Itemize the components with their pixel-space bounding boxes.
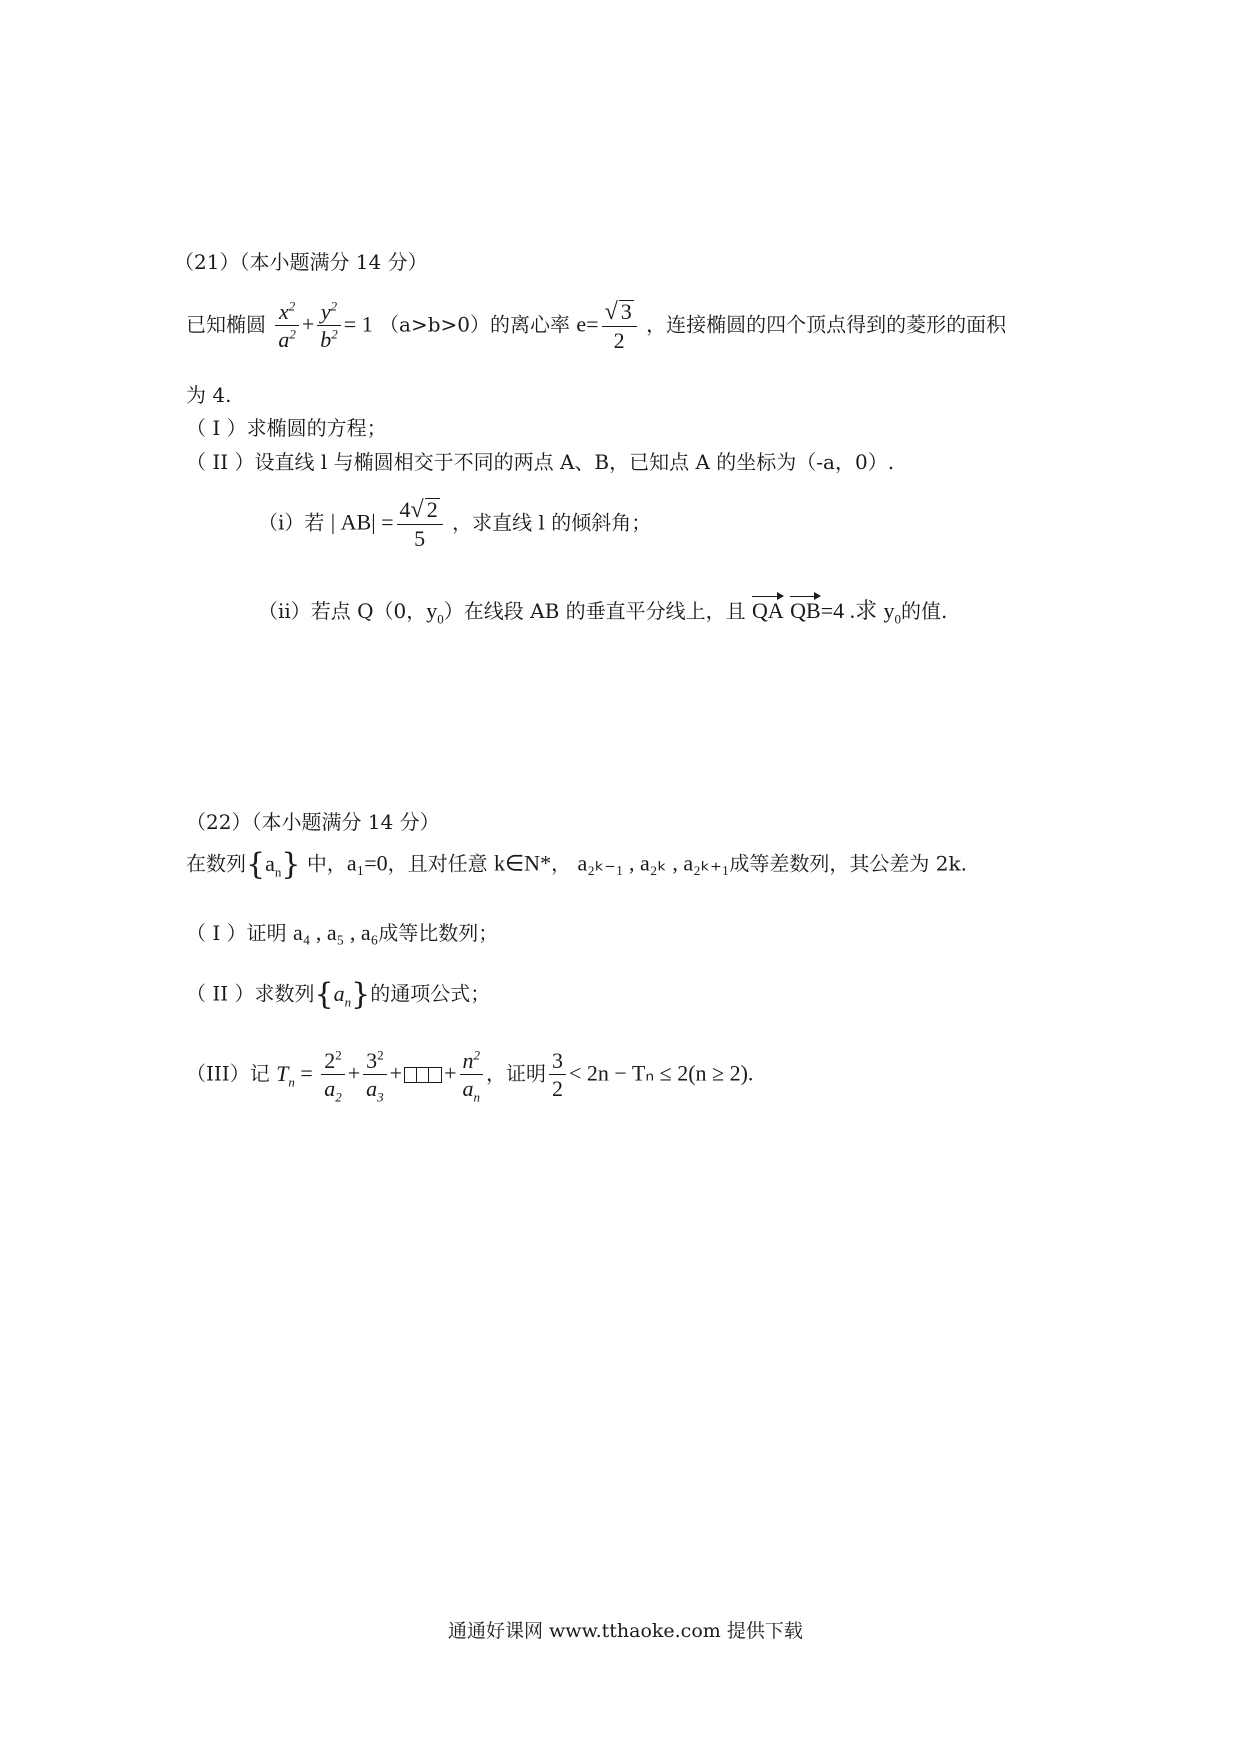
q21-sub2-d: 的值. <box>900 599 948 623</box>
q22-part1-seq: a₄ , a₅ , a₆ <box>292 920 379 945</box>
q22-intro-line: 在数列$\{a_n\}$ 中，a₁=0，且对任意 k∈N*， a₂ₖ₋₁ , a₂ₖ , a₂ₖ₊₁成等差数列，其公差为 2k. <box>186 847 967 882</box>
q21-sub2-c: =4 .求 <box>820 598 878 623</box>
footer-credit: 通通好课网 www.tthaoke.com 提供下载 <box>448 1620 803 1642</box>
q22-ineq: < 2n − Tₙ ≤ 2(n ≥ 2). <box>569 1060 754 1086</box>
tn-term-1: $\frac{2^2}{a_2}$ <box>321 1050 345 1100</box>
q22-intro-a: 在数列 <box>186 851 246 876</box>
q22-a1: a₁=0 <box>346 850 388 876</box>
q21-sub2-line: （ii）若点 Q（0，$y_0$）在线段 AB 的垂直平分线上，且 QA QB=4 .求 $y_0$的值. <box>258 598 948 627</box>
q22-part1-line <box>186 922 498 944</box>
vector-qb: QB <box>790 598 821 623</box>
q21-intro-b: ，连接椭圆的四个顶点得到的菱形的面积 <box>646 312 1007 337</box>
q22-part2-b: 的通项公式； <box>370 981 491 1006</box>
q22-part2-a: （ II ）求数列 <box>186 981 315 1006</box>
q22-part1-b: 成等比数列； <box>378 921 499 945</box>
e-label: e= <box>576 311 599 337</box>
q21-part1: （ I ）求椭圆的方程； <box>186 416 387 440</box>
q21-intro-c: 为 4. <box>186 383 232 407</box>
q21-intro-a: 已知椭圆 <box>186 312 266 337</box>
q22-part3-b: ，证明 <box>486 1061 546 1086</box>
q21-sub1-b: ，求直线 l 的倾斜角； <box>452 510 652 535</box>
q22-intro-c: ，且对任意 <box>387 851 488 876</box>
ab-length: | AB| = <box>330 509 394 535</box>
q21-sub2-b: ）在线段 AB 的垂直平分线上，且 <box>443 599 746 623</box>
q21-sub1-a: （i）若 <box>258 510 325 535</box>
q22-part1-a: （ I ）证明 <box>186 921 287 945</box>
tn-term-2: $\frac{3^2}{a_3}$ <box>363 1050 387 1100</box>
vector-qa: QA <box>752 598 784 623</box>
q21-header: （21）（本小题满分 14 分） <box>174 250 428 274</box>
ellipse-term-x: $\frac{x^2}{a^2}$ <box>275 301 299 351</box>
ellipse-term-y: $\frac{y^2}{b^2}$ <box>317 301 341 351</box>
ellipsis-box-icon <box>404 1067 442 1083</box>
q22-intro-e: 成等差数列，其公差为 2k. <box>729 851 967 876</box>
q22-part3-line: （III）记 $T_n$ = $\frac{2^2}{a_2}$ + $\frac{3^2}{a_3}$ + + $\frac{n^2}{a_n}$ ，证明 $\frac{3}{2}$ < 2n − Tₙ ≤ 2(n ≥ 2). <box>186 1047 754 1105</box>
q22-seq: a₂ₖ₋₁ , a₂ₖ , a₂ₖ₊₁ <box>577 850 730 876</box>
q22-part2-line: （ II ）求数列$\{a_n\}$的通项公式； <box>186 977 491 1012</box>
q21-sub2-a: （ii）若点 Q（0， <box>258 599 427 623</box>
q21-intro-line: 已知椭圆 $\frac{x^2}{a^2}$ + $\frac{y^2}{b^2}$ = 1 （a>b>0）的离心率 e= $\frac{√ 3}{2}$ ，连接椭圆的四个顶点得到的菱形的面积 <box>186 298 1007 353</box>
q22-intro-d: ， <box>551 851 572 876</box>
q21-condition: （a>b>0）的离心率 <box>379 312 571 337</box>
q22-part3-a: （III）记 <box>186 1061 270 1086</box>
ab-length-value: $\frac{4√ 2}{5}$ <box>397 498 443 550</box>
q22-header: （22）（本小题满分 14 分） <box>186 810 440 834</box>
eccentricity-value: $\frac{√ 3}{2}$ <box>602 300 637 352</box>
tn-term-n: $\frac{n^2}{a_n}$ <box>460 1050 484 1100</box>
q21-sub1-line <box>258 498 651 550</box>
q22-k-cond: k∈N* <box>494 850 552 876</box>
q22-intro-b: 中， <box>306 851 347 876</box>
lower-bound: $\frac{3}{2}$ <box>549 1050 566 1100</box>
q21-part2: （ II ）设直线 l 与椭圆相交于不同的两点 A、B，已知点 A 的坐标为（-a，0）. <box>186 450 895 474</box>
